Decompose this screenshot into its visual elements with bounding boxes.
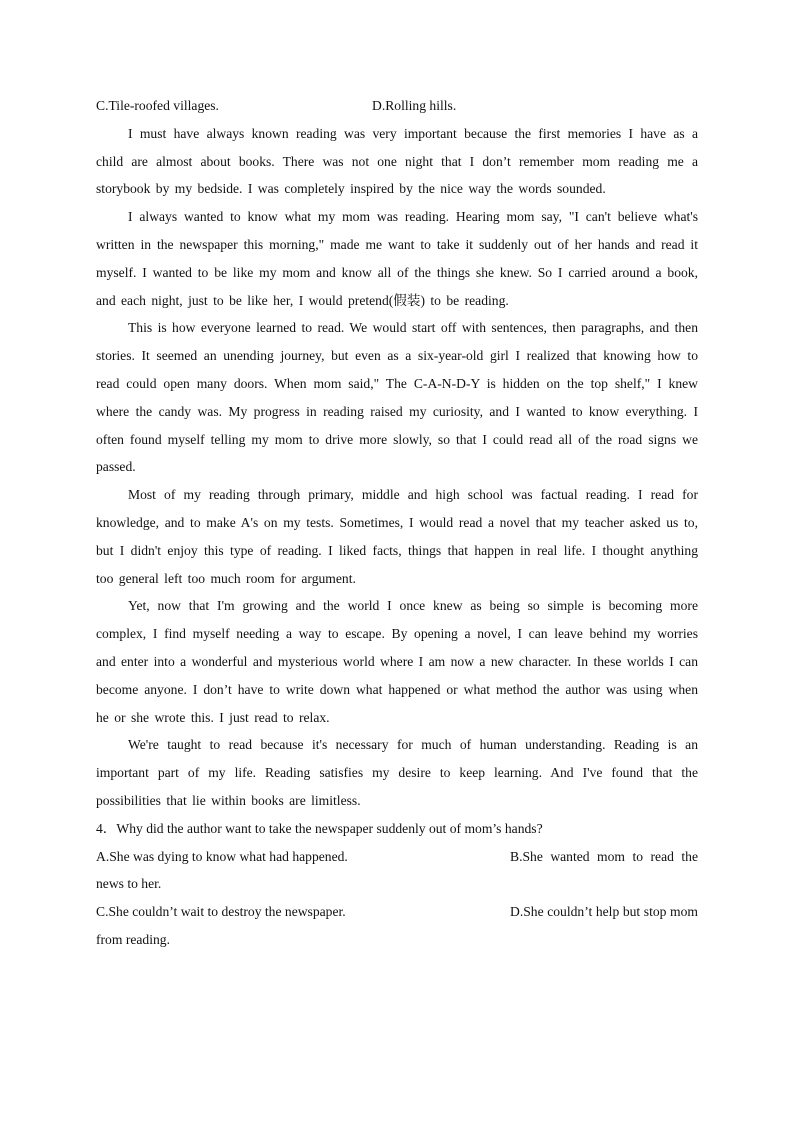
question-4-option-d: D.She couldn’t help but stop mom from reading. — [96, 904, 698, 947]
question-4-stem: 4．Why did the author want to take the newspaper suddenly out of mom’s hands? — [96, 820, 543, 836]
question-4-option-c: C.She couldn’t wait to destroy the newspaper. — [96, 904, 346, 920]
option-c: C.Tile-roofed villages. — [96, 98, 219, 113]
option-d: D.Rolling hills. — [372, 98, 457, 113]
passage-paragraph-4: Most of my reading through primary, middle and high school was factual reading. I read for knowledge, and to make A's on my tests. Sometimes, I would read a novel that my teacher asked us to, but I didn't enjoy this type of reading. I liked facts, things that happen in real life. I thought anything too general left too much room for argument. — [96, 487, 698, 586]
question-4-options-cd — [96, 898, 698, 954]
reading-passage — [96, 120, 698, 815]
passage-paragraph-3: This is how everyone learned to read. We would start off with sentences, then paragraphs, and then stories. It seemed an unending journey, but even as a six-year-old girl I realized that knowing how to read could open many doors. When mom said," The C-A-N-D-Y is hidden on the top shelf," I knew where the candy was. My progress in reading raised my curiosity, and I wanted to know everything. I often found myself telling my mom to drive more slowly, so that I could read all of the road signs we passed. — [96, 320, 698, 475]
passage-paragraph-5: Yet, now that I'm growing and the world I once knew as being so simple is becoming more complex, I find myself needing a way to escape. By opening a novel, I can leave behind my worries and enter into a wonderful and mysterious world where I am now a new character. In these worlds I can become anyone. I don’t have to write down what happened or what method the author was using when he or she wrote this. I just read to relax. — [96, 598, 698, 725]
question-4-option-a: A.She was dying to know what had happened. — [96, 848, 348, 864]
passage-paragraph-1: I must have always known reading was very important because the first memories I have as a child are almost about books. There was not one night that I don’t remember mom reading me a storybook by my bedside. I was completely inspired by the nice way the words sounded. — [96, 125, 698, 197]
document-page — [96, 92, 698, 954]
passage-paragraph-2: I always wanted to know what my mom was reading. Hearing mom say, "I can't believe what's written in the newspaper this morning," made me want to take it suddenly out of her hands and read it myself. I wanted to be like my mom and know all of the things she knew. So I carried around a book, and each night, just to be like her, I would pretend(假装) to be reading. — [96, 209, 698, 308]
previous-question-options — [96, 92, 698, 120]
question-4-option-b: B.She wanted mom to read the news to her. — [96, 848, 698, 892]
question-4-options-ab — [96, 843, 698, 899]
passage-paragraph-6: We're taught to read because it's necessary for much of human understanding. Reading is an important part of my life. Reading satisfies my desire to keep learning. And I've found that the possibilities that lie within books are limitless. — [96, 737, 698, 808]
question-4 — [96, 815, 698, 954]
